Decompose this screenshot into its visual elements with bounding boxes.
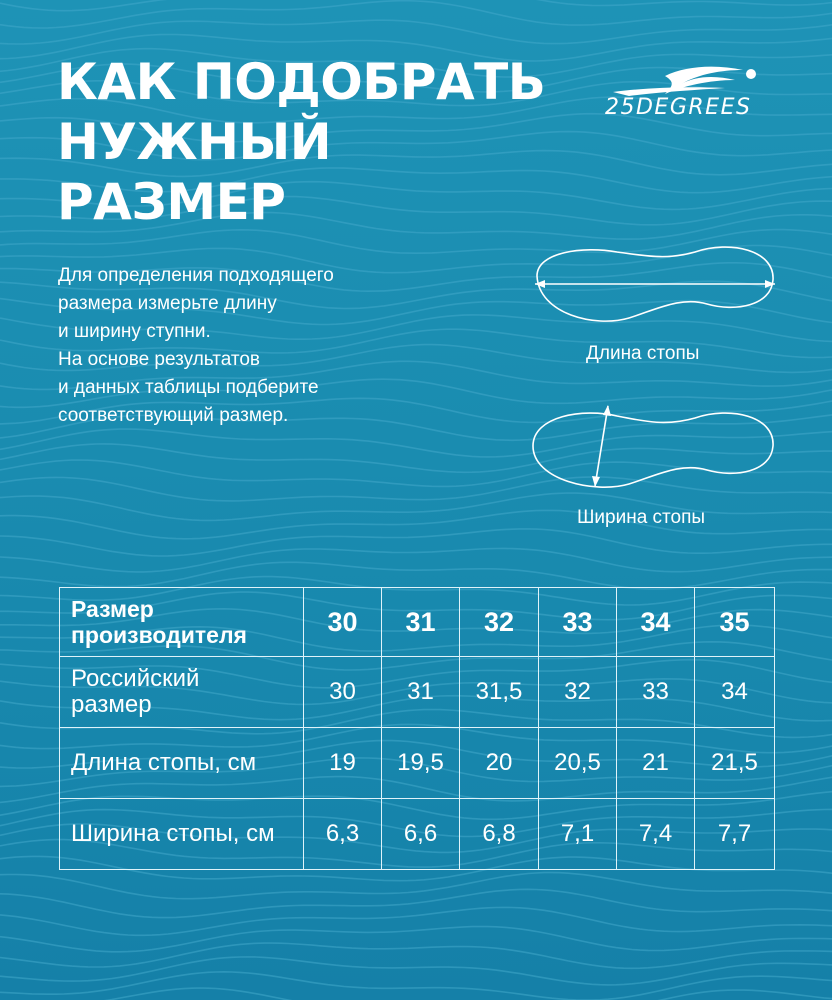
table-cell: 32 [539, 657, 617, 728]
title-line: НУЖНЫЙ [57, 113, 332, 171]
wave-line [0, 20, 832, 44]
header-cell: 32 [460, 588, 539, 657]
wave-line [0, 889, 832, 917]
table-cell: 7,7 [695, 799, 775, 870]
table-cell: 7,1 [539, 799, 617, 870]
title-line: КАК ПОДОБРАТЬ [57, 53, 546, 111]
header-label-line: производителя [71, 622, 247, 648]
wave-line [0, 548, 832, 572]
foot-length-caption: Длина стопы [586, 343, 700, 364]
page-title [57, 52, 545, 232]
row-label-line: размер [71, 691, 152, 718]
intro-text [58, 262, 334, 430]
foot-width-icon [525, 402, 780, 498]
title-line: РАЗМЕР [57, 173, 286, 231]
table-row-foot-width [60, 799, 775, 870]
intro-line: и данных таблицы подберите [58, 377, 319, 398]
wave-line [0, 988, 832, 1000]
row-label-cell [60, 657, 304, 728]
table-row-russian-size [60, 657, 775, 728]
header-cell: 35 [695, 588, 775, 657]
intro-line: и ширину ступни. [58, 321, 211, 342]
header-label-cell [60, 588, 304, 657]
brand-name: 25DEGREES [605, 95, 752, 120]
intro-line: На основе результатов [58, 349, 261, 370]
wave-line [0, 562, 832, 589]
size-table [59, 587, 775, 870]
table-cell: 33 [617, 657, 695, 728]
row-label-cell: Ширина стопы, см [60, 799, 304, 870]
row-label-cell: Длина стопы, см [60, 728, 304, 799]
row-label-line: Российский [71, 665, 200, 692]
wave-line [0, 873, 832, 899]
table-cell: 7,4 [617, 799, 695, 870]
foot-length-icon [525, 236, 780, 332]
intro-line: размера измерьте длину [58, 293, 277, 314]
table-cell: 19 [304, 728, 382, 799]
header-cell: 34 [617, 588, 695, 657]
table-cell: 6,6 [382, 799, 460, 870]
table-cell: 31,5 [460, 657, 539, 728]
table-cell: 20,5 [539, 728, 617, 799]
table-cell: 19,5 [382, 728, 460, 799]
intro-line: соответствующий размер. [58, 405, 289, 426]
header-cell: 31 [382, 588, 460, 657]
table-row-foot-length [60, 728, 775, 799]
wave-line [0, 510, 832, 538]
table-cell: 6,3 [304, 799, 382, 870]
header-cell: 30 [304, 588, 382, 657]
table-cell: 6,8 [460, 799, 539, 870]
header-label-line: Размер [71, 596, 154, 622]
intro-line: Для определения подходящего [58, 265, 334, 286]
table-cell: 34 [695, 657, 775, 728]
table-cell: 30 [304, 657, 382, 728]
table-cell: 20 [460, 728, 539, 799]
table-cell: 31 [382, 657, 460, 728]
table-header-row [60, 588, 775, 657]
foot-width-caption: Ширина стопы [577, 507, 706, 528]
table-cell: 21 [617, 728, 695, 799]
table-cell: 21,5 [695, 728, 775, 799]
header-cell: 33 [539, 588, 617, 657]
